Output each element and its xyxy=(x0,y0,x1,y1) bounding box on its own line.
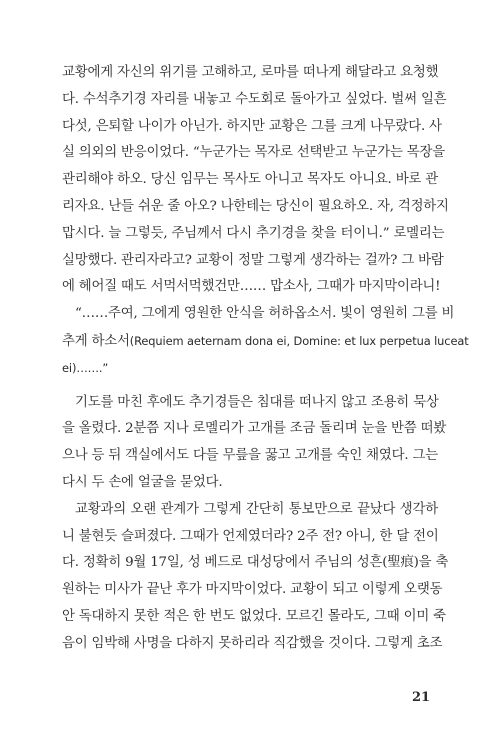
latin-quote-end: ei)…….” xyxy=(62,360,109,375)
text-line: 으나 등 뒤 객실에서도 다들 무릎을 꿇고 고개를 숙인 채였다. 그는 xyxy=(62,448,438,464)
page-number: 21 xyxy=(412,690,431,705)
text-line: 기도를 마친 후에도 추기경들은 침대를 떠나지 않고 조용히 묵상 xyxy=(75,394,439,410)
text-line: 원하는 미사가 끝난 후가 마지막이었다. 교황이 되고 이렇게 오랫동 xyxy=(62,582,443,598)
text-line: 다섯, 은퇴할 나이가 아닌가. 하지만 교황은 그를 크게 나무랐다. 사 xyxy=(62,118,442,134)
text-line-latin xyxy=(62,328,469,355)
text-line: 교황에게 자신의 위기를 고해하고, 로마를 떠나게 해달라고 요청했 xyxy=(62,65,439,80)
text-line: 교황과의 오랜 관계가 그렇게 간단히 통보만으로 끝났다 생각하 xyxy=(75,501,438,517)
latin-quote: (Requiem aeternam dona ei, Domine: et lux perpetua luceat xyxy=(129,333,469,348)
text-line: 맙시다. 늘 그렇듯, 주님께서 다시 추기경을 찾을 터이니.” 로멜리는 xyxy=(62,225,445,241)
text-line: 관리해야 하오. 당신 임무는 목사도 아니고 목자도 아니요. 바로 관 xyxy=(62,172,438,188)
text-line xyxy=(62,355,438,382)
paragraph-3 xyxy=(62,390,447,497)
text-line: 에 헤어질 때도 서먹서먹했건만…… 맙소사, 그때가 마지막이라니! xyxy=(62,279,441,295)
text-line: 안 독대하지 못한 적은 한 번도 없었다. 모르긴 몰라도, 그때 이미 죽 xyxy=(62,608,446,624)
body-text xyxy=(62,60,469,658)
text-line: 실 의외의 반응이었다. “누군가는 목자로 선택받고 누군가는 목장을 xyxy=(62,145,445,161)
paragraph-1 xyxy=(62,60,449,301)
text-line: “……주여, 그에게 영원한 안식을 허하옵소서. 빛이 영원히 그를 비 xyxy=(75,306,455,322)
paragraph-gap xyxy=(62,382,438,390)
text-line: 니 불현듯 슬퍼졌다. 그때가 언제였더라? 2주 전? 아니, 한 달 전이 xyxy=(62,528,439,544)
text-line: 다. 정확히 9월 17일, 성 베드로 대성당에서 주님의 성흔(聖痕)을 축 xyxy=(62,555,449,571)
text-line: 실망했다. 관리자라고? 교황이 정말 그렇게 생각하는 걸까? 그 바람 xyxy=(62,252,444,268)
paragraph-2-prayer xyxy=(62,301,469,381)
text-line: 리자요. 난들 쉬운 줄 아오? 나한테는 당신이 필요하오. 자, 걱정하지 xyxy=(62,198,449,214)
paragraph-4 xyxy=(62,497,449,658)
text-line: 음이 임박해 사명을 다하지 못하리라 직감했을 것이다. 그렇게 초조 xyxy=(62,635,443,651)
text-line: 을 올렸다. 2분쯤 지나 로멜리가 고개를 조금 돌리며 눈을 반쯤 떠봤 xyxy=(62,421,447,437)
text-line: 다시 두 손에 얼굴을 묻었다. xyxy=(62,474,223,490)
text-segment: 추게 하소서 xyxy=(62,333,130,349)
text-line: 다. 수석추기경 자리를 내놓고 수도회로 돌아가고 싶었다. 벌써 일흔 xyxy=(62,91,447,107)
